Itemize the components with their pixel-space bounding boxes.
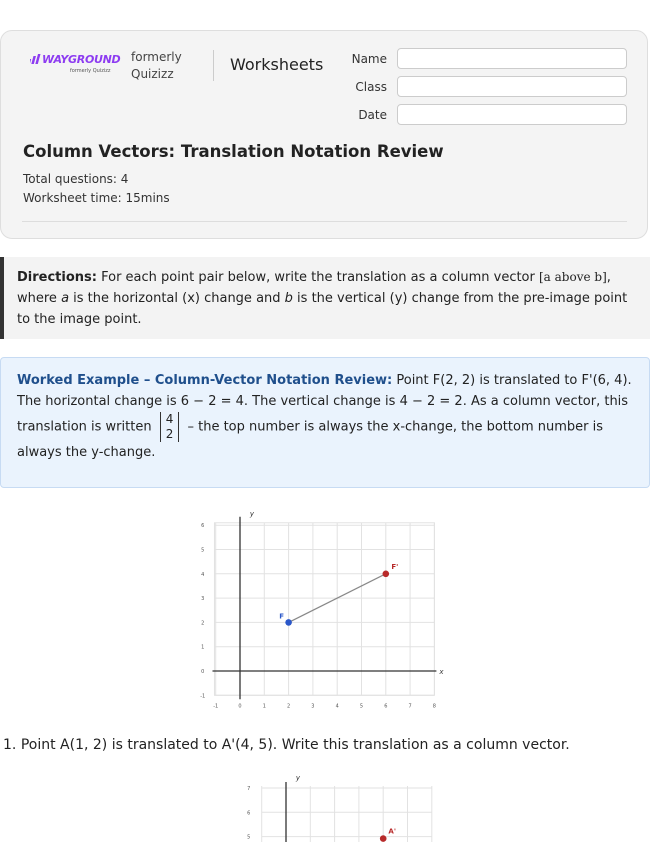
directions-label: Directions: [17, 270, 97, 285]
y-tick-label: 7 [247, 786, 251, 792]
date-label: Date [358, 108, 387, 122]
date-field[interactable] [397, 104, 627, 125]
y-tick-label: 3 [201, 596, 205, 603]
point-f-label: F [279, 612, 284, 621]
question-number: 1. [3, 737, 17, 753]
directions-var-b: b [284, 291, 293, 306]
name-field[interactable] [397, 48, 627, 69]
question-1 [3, 737, 570, 753]
x-tick-label: -1 [213, 703, 219, 710]
example-column-vector [160, 412, 180, 442]
point-a-prime-label: A' [388, 827, 396, 836]
y-axis-label: y [295, 774, 301, 782]
worksheet-time: Worksheet time: 15mins [23, 191, 170, 205]
name-label: Name [351, 52, 387, 66]
x-tick-label: 8 [432, 703, 436, 710]
question-1-coordinate-grid [220, 770, 450, 842]
vector-bottom: 2 [165, 427, 174, 441]
header-divider [213, 50, 214, 81]
logo-wordmark: WAYGROUND [42, 53, 121, 66]
worked-example-box [0, 357, 650, 488]
y-axis-label: y [249, 512, 255, 518]
x-tick-label: 0 [238, 703, 242, 710]
example-text-2: – the top number is always the x-change, the bottom number is always the y-change. [17, 419, 603, 460]
directions-text-3: is the horizontal (x) change and [69, 291, 285, 306]
worksheet-title: Column Vectors: Translation Notation Review [23, 142, 444, 161]
y-tick-label: -1 [200, 693, 206, 700]
formerly-line1: formerly [131, 50, 182, 64]
point-f [285, 619, 292, 626]
point-f-prime [383, 571, 390, 578]
formerly-line2: Quizizz [131, 67, 174, 81]
example-label: Worked Example – Column-Vector Notation Review: [17, 373, 393, 388]
class-field[interactable] [397, 76, 627, 97]
class-label: Class [355, 80, 387, 94]
header-rule [22, 221, 627, 222]
y-tick-label: 6 [247, 810, 251, 817]
vector-top: 4 [165, 412, 174, 426]
logo-subtext: formerly Quizizz [70, 68, 111, 74]
y-tick-label: 1 [201, 644, 205, 651]
example-coordinate-grid [195, 512, 455, 717]
logo-bars-icon [30, 54, 42, 64]
x-axis-label: x [439, 668, 444, 676]
formerly-quizizz [131, 49, 182, 83]
grid-border [214, 523, 434, 696]
wayground-logo [30, 53, 121, 74]
question-text: Point A(1, 2) is translated to A'(4, 5). Write this translation as a column vector. [20, 737, 570, 753]
y-tick-label: 6 [201, 523, 205, 530]
y-tick-label: 0 [201, 669, 205, 675]
x-tick-label: 5 [359, 703, 364, 710]
logo-text [30, 53, 121, 66]
x-tick-label: 7 [408, 703, 412, 710]
point-f-prime-label: F' [391, 562, 399, 571]
y-tick-label: 5 [247, 834, 251, 841]
directions-box [0, 257, 650, 339]
directions-text-1: For each point pair below, write the translation as a column vector [96, 270, 539, 285]
x-tick-label: 2 [287, 703, 291, 710]
x-tick-label: 1 [262, 703, 266, 710]
directions-notation: [a above b] [539, 270, 607, 284]
example-text-1: Point F(2, 2) is translated to F'(6, 4). The horizontal change is 6 − 2 = 4. The vertical change is 4 − 2 = 2. As a column vector, this translation is written [17, 373, 632, 435]
y-tick-label: 5 [201, 547, 205, 554]
y-tick-label: 2 [201, 620, 205, 627]
directions-var-a: a [61, 291, 70, 306]
x-tick-label: 3 [311, 703, 315, 710]
directions-text-4: is the vertical (y) change from the pre-image point to the image point. [17, 291, 628, 327]
section-title: Worksheets [230, 55, 324, 74]
y-tick-label: 4 [201, 571, 205, 578]
point-a-prime [380, 835, 387, 842]
x-tick-label: 4 [335, 703, 339, 710]
directions-text-2: , where [17, 270, 611, 306]
x-tick-label: 6 [384, 703, 388, 710]
total-questions: Total questions: 4 [23, 172, 129, 186]
